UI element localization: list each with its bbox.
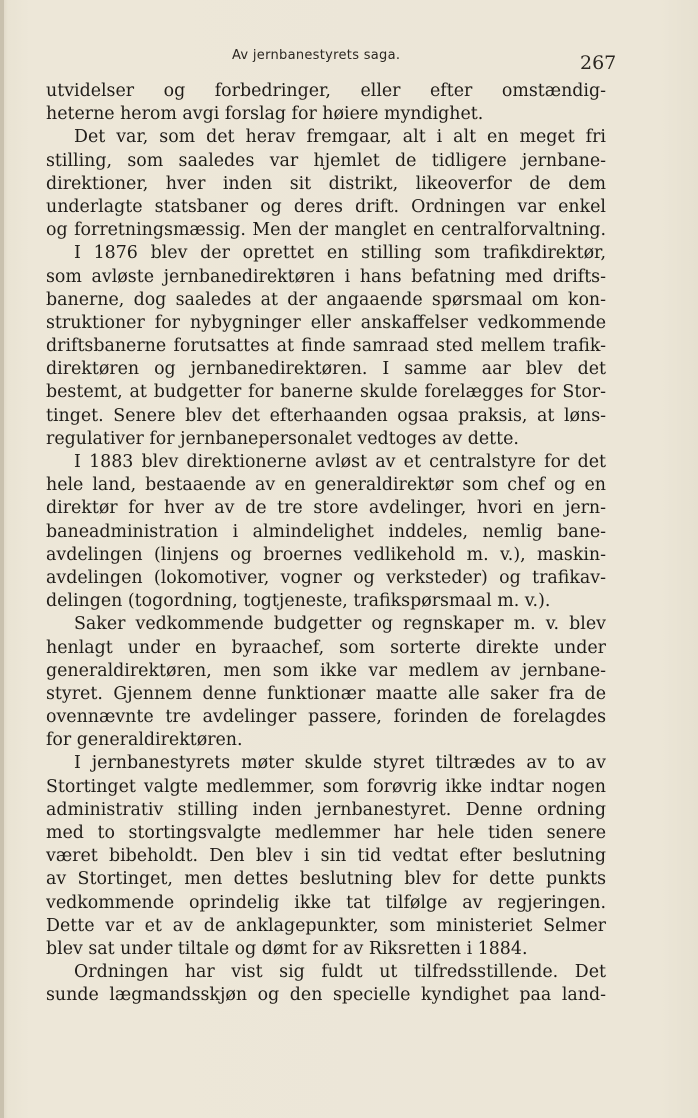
text-line: delingen (togordning, togtjeneste, trafikspørsmaal m. v.). xyxy=(46,591,551,612)
text-line: været bibeholdt. Den blev i sin tid vedtat efter beslutning xyxy=(46,846,606,867)
text-line: vedkommende oprindelig ikke tat tilfølge av regjeringen. xyxy=(46,892,606,913)
body-text xyxy=(46,80,606,1008)
text-line: for generaldirektøren. xyxy=(46,730,243,751)
text-line: utvidelser og forbedringer, eller efter omstændig- xyxy=(46,81,606,101)
text-line: Det var, som det herav fremgaar, alt i alt en meget fri xyxy=(74,127,606,148)
text-line: som avløste jernbanedirektøren i hans befatning med drifts- xyxy=(46,266,606,287)
text-line: blev sat under tiltale og dømt for av Riksretten i 1884. xyxy=(46,938,528,959)
text-line: avdelingen (lokomotiver, vogner og verksteder) og trafikav- xyxy=(46,567,606,588)
text-line: henlagt under en byraachef, som sorterte direkte under xyxy=(46,637,606,658)
text-line: administrativ stilling inden jernbanestyret. Denne ordning xyxy=(46,799,606,820)
text-line: Ordningen har vist sig fuldt ut tilfredsstillende. Det xyxy=(74,962,606,983)
text-line: sunde lægmandsskjøn og den specielle kyndighet paa land- xyxy=(46,985,606,1006)
text-line: og forretningsmæssig. Men der manglet en centralforvaltning. xyxy=(46,220,606,241)
text-line: generaldirektøren, men som ikke var medlem av jernbane- xyxy=(46,660,606,681)
text-line: stilling, som saaledes var hjemlet de tidligere jernbane- xyxy=(46,150,606,171)
text-line: tinget. Senere blev det efterhaanden ogsaa praksis, at løns- xyxy=(46,405,606,426)
running-title: Av jernbanestyrets saga. xyxy=(232,48,401,63)
text-line: underlagte statsbaner og deres drift. Ordningen var enkel xyxy=(46,196,606,217)
text-line: direktøren og jernbanedirektøren. I samme aar blev det xyxy=(46,359,606,380)
page-number: 267 xyxy=(580,52,617,74)
text-line: driftsbanerne forutsattes at finde samraad sted mellem trafik- xyxy=(46,336,606,357)
binding-edge xyxy=(0,0,4,1118)
text-line: med to stortingsvalgte medlemmer har hele tiden senere xyxy=(46,823,606,843)
text-line: ovennævnte tre avdelinger passere, forinden de forelagdes xyxy=(46,707,606,728)
text-line: direktør for hver av de tre store avdelinger, hvori en jern- xyxy=(46,498,606,519)
text-line: I 1883 blev direktionerne avløst av et centralstyre for det xyxy=(74,452,606,472)
text-line: bestemt, at budgetter for banerne skulde forelægges for Stor- xyxy=(46,382,606,403)
text-line: baneadministration i almindelighet inddeles, nemlig bane- xyxy=(46,521,606,542)
text-line: hele land, bestaaende av en generaldirektør som chef og en xyxy=(46,475,606,496)
text-line: av Stortinget, men dettes beslutning blev for dette punkts xyxy=(46,869,606,890)
page-header xyxy=(0,40,698,80)
text-line: styret. Gjennem denne funktionær maatte alle saker fra de xyxy=(46,683,606,704)
text-line: direktioner, hver inden sit distrikt, likeoverfor de dem xyxy=(46,173,606,194)
text-line: Dette var et av de anklagepunkter, som ministeriet Selmer xyxy=(46,915,606,936)
text-line: banerne, dog saaledes at der angaaende spørsmaal om kon- xyxy=(46,289,606,310)
text-line: avdelingen (linjens og broernes vedlikehold m. v.), maskin- xyxy=(46,544,606,565)
text-line: Saker vedkommende budgetter og regnskaper m. v. blev xyxy=(74,614,606,635)
text-line: heterne herom avgi forslag for høiere myndighet. xyxy=(46,104,484,125)
text-line: I jernbanestyrets møter skulde styret tiltrædes av to av xyxy=(74,753,606,774)
text-line: regulativer for jernbanepersonalet vedtoges av dette. xyxy=(46,428,519,449)
text-line: Stortinget valgte medlemmer, som forøvrig ikke indtar nogen xyxy=(46,776,606,797)
text-line: I 1876 blev der oprettet en stilling som trafikdirektør, xyxy=(74,243,606,264)
text-line: struktioner for nybygninger eller anskaffelser vedkommende xyxy=(46,312,606,333)
